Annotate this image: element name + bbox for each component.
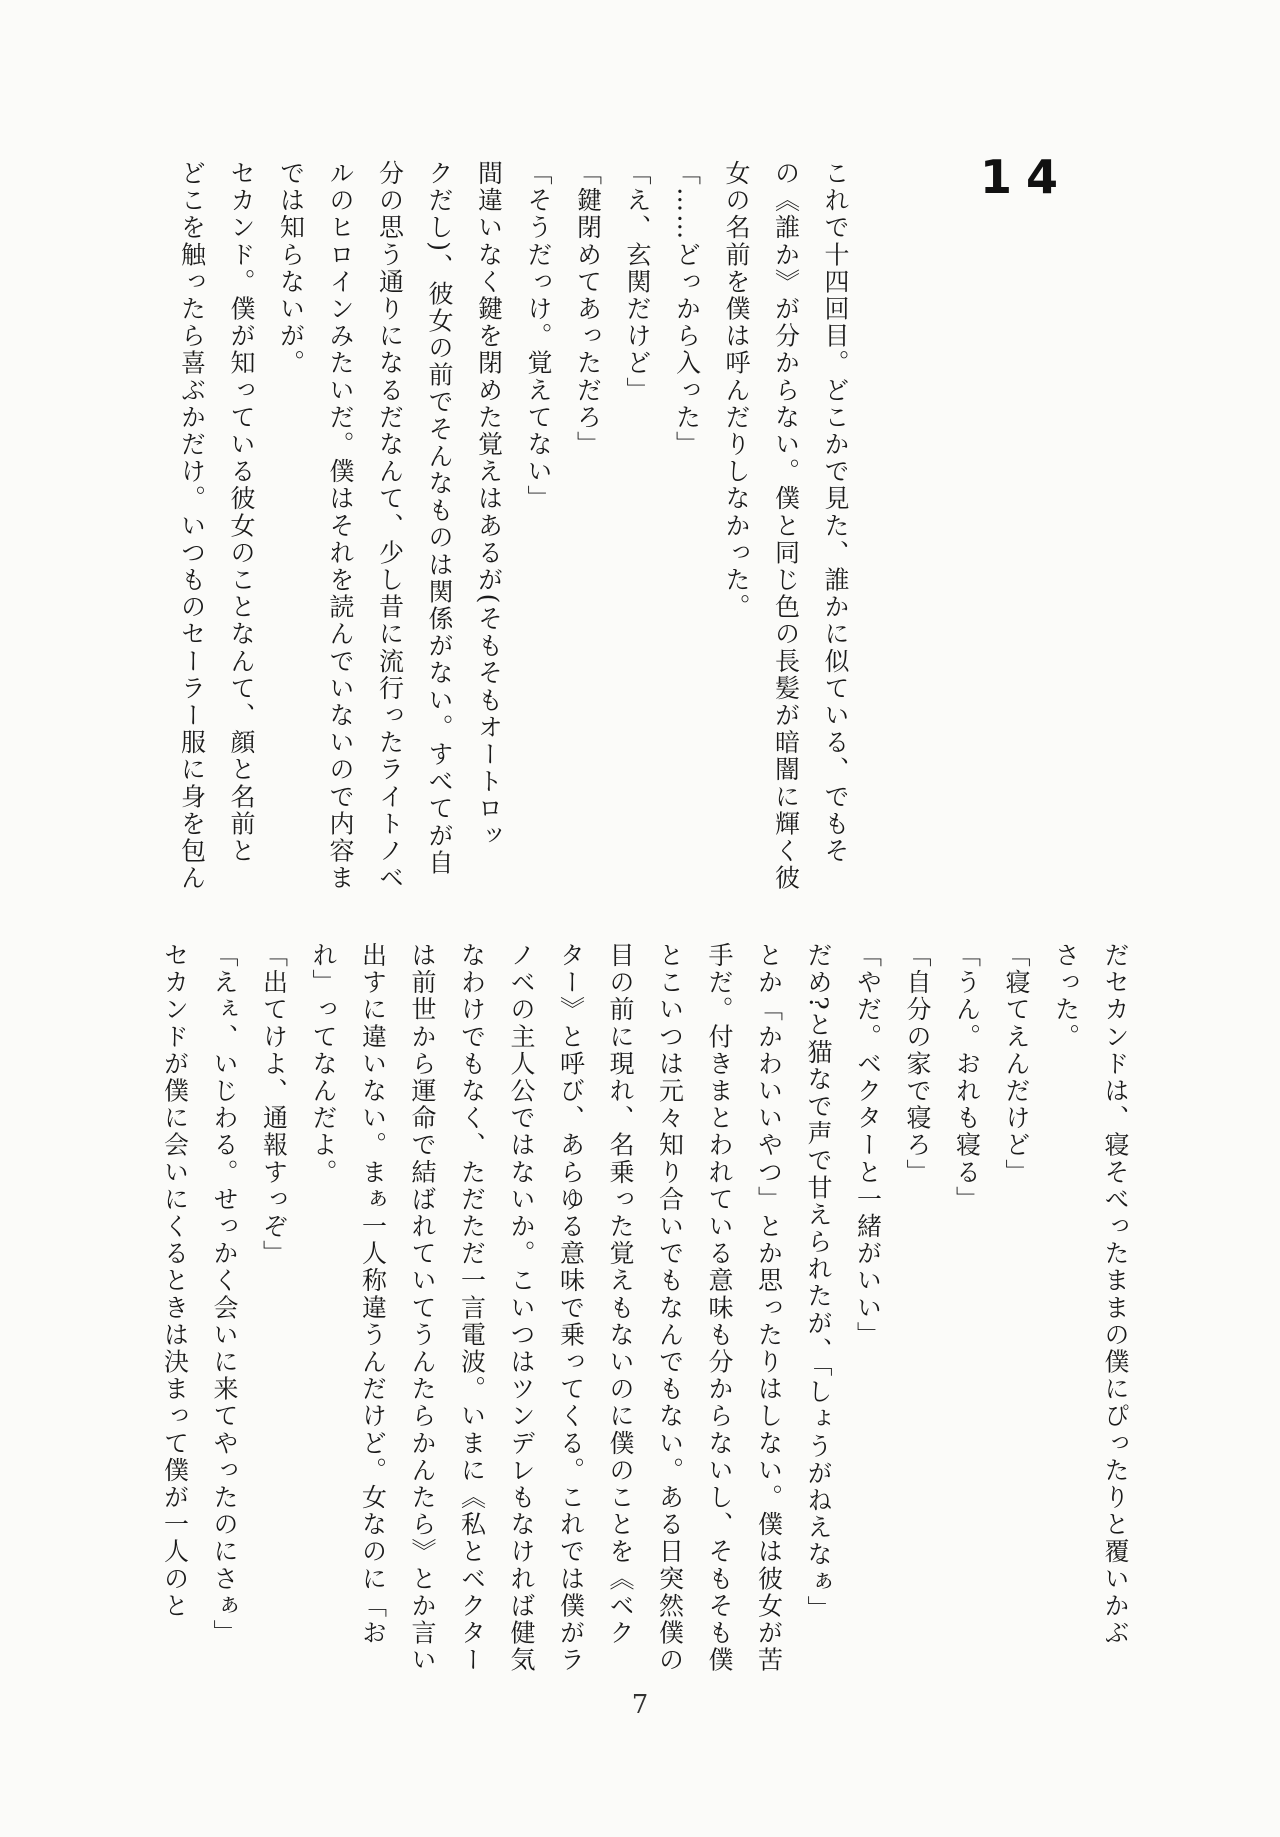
text-line: クだし)、彼女の前でそんなものは関係がない。すべてが自 xyxy=(425,160,454,877)
text-line: だめ?と猫なで声で甘えられたが、「しょうがねえなぁ」 xyxy=(804,942,833,1623)
text-line: とか「かわいいやつ」とか思ったりはしない。僕は彼女が苦 xyxy=(754,942,784,1674)
text-line: 分の思う通りになるだなんて、少し昔に流行ったライトノベ xyxy=(375,160,405,892)
text-block-bottom xyxy=(120,942,1140,1672)
text-line: 「え、玄関だけど」 xyxy=(623,160,652,404)
text-line: 「自分の家で寝ろ」 xyxy=(903,942,932,1186)
text-line: 「寝てえんだけど」 xyxy=(1002,942,1031,1186)
chapter-number: 14 xyxy=(980,150,1073,204)
text-line: とこいつは元々知り合いでもなんでもない。ある日突然僕の xyxy=(655,942,685,1674)
text-line: は前世から運命で結ばれていてうんたらかんたら》とか言い xyxy=(408,942,437,1674)
text-line: 「そうだっけ。覚えてない」 xyxy=(524,160,553,513)
text-line: の《誰か》が分からない。僕と同じ色の長髪が暗闇に輝く彼 xyxy=(771,160,801,892)
text-line: 「出てけよ、通報すっぞ」 xyxy=(259,942,289,1268)
text-line: なわけでもなく、ただただ一言電波。いまに《私とベクター xyxy=(457,942,487,1674)
text-line: 出すに違いない。まぁ一人称違うんだけど。女なのに「お xyxy=(358,942,388,1647)
text-block-top xyxy=(120,160,860,890)
text-line: ルのヒロインみたいだ。僕はそれを読んでいないので内容ま xyxy=(326,160,355,892)
text-line: 目の前に現れ、名乗った覚えもないのに僕のことを《ベク xyxy=(606,942,635,1647)
text-line: だセカンドは、寝そべったままの僕にぴったりと覆いかぶ xyxy=(1101,942,1130,1647)
page-number: 7 xyxy=(631,1690,649,1720)
text-line: セカンドが僕に会いにくるときは決まって僕が一人のと xyxy=(160,942,190,1620)
text-line: 「うん。おれも寝る」 xyxy=(952,942,982,1213)
text-line: セカンド。僕が知っている彼女のことなんて、顔と名前と xyxy=(227,160,256,865)
text-line: 「……どっから入った」 xyxy=(672,160,702,459)
text-line: 女の名前を僕は呼んだりしなかった。 xyxy=(722,160,751,621)
text-line: 間違いなく鍵を閉めた覚えはあるが(そもそもオートロッ xyxy=(474,160,504,850)
text-line: 「やだ。ベクターと一緒がいい」 xyxy=(853,942,883,1349)
text-line: では知らないが。 xyxy=(276,160,306,377)
text-line: ノベの主人公ではないか。こいつはツンデレもなければ健気 xyxy=(507,942,536,1674)
text-line: どこを触ったら喜ぶかだけ。いつものセーラー服に身を包ん xyxy=(177,160,207,892)
text-line: さった。 xyxy=(1051,942,1081,1051)
text-line: 手だ。付きまとわれている意味も分からないし、そもそも僕 xyxy=(705,942,734,1674)
text-line: 「えぇ、いじわる。せっかく会いに来てやったのにさぁ」 xyxy=(210,942,239,1647)
text-line: これで十四回目。どこかで見た、誰かに似ている、でもそ xyxy=(821,160,850,865)
text-line: 「鍵閉めてあっただろ」 xyxy=(573,160,603,459)
text-line: れ」ってなんだよ。 xyxy=(309,942,338,1186)
text-line: ター》と呼び、あらゆる意味で乗ってくる。これでは僕がラ xyxy=(556,942,586,1674)
